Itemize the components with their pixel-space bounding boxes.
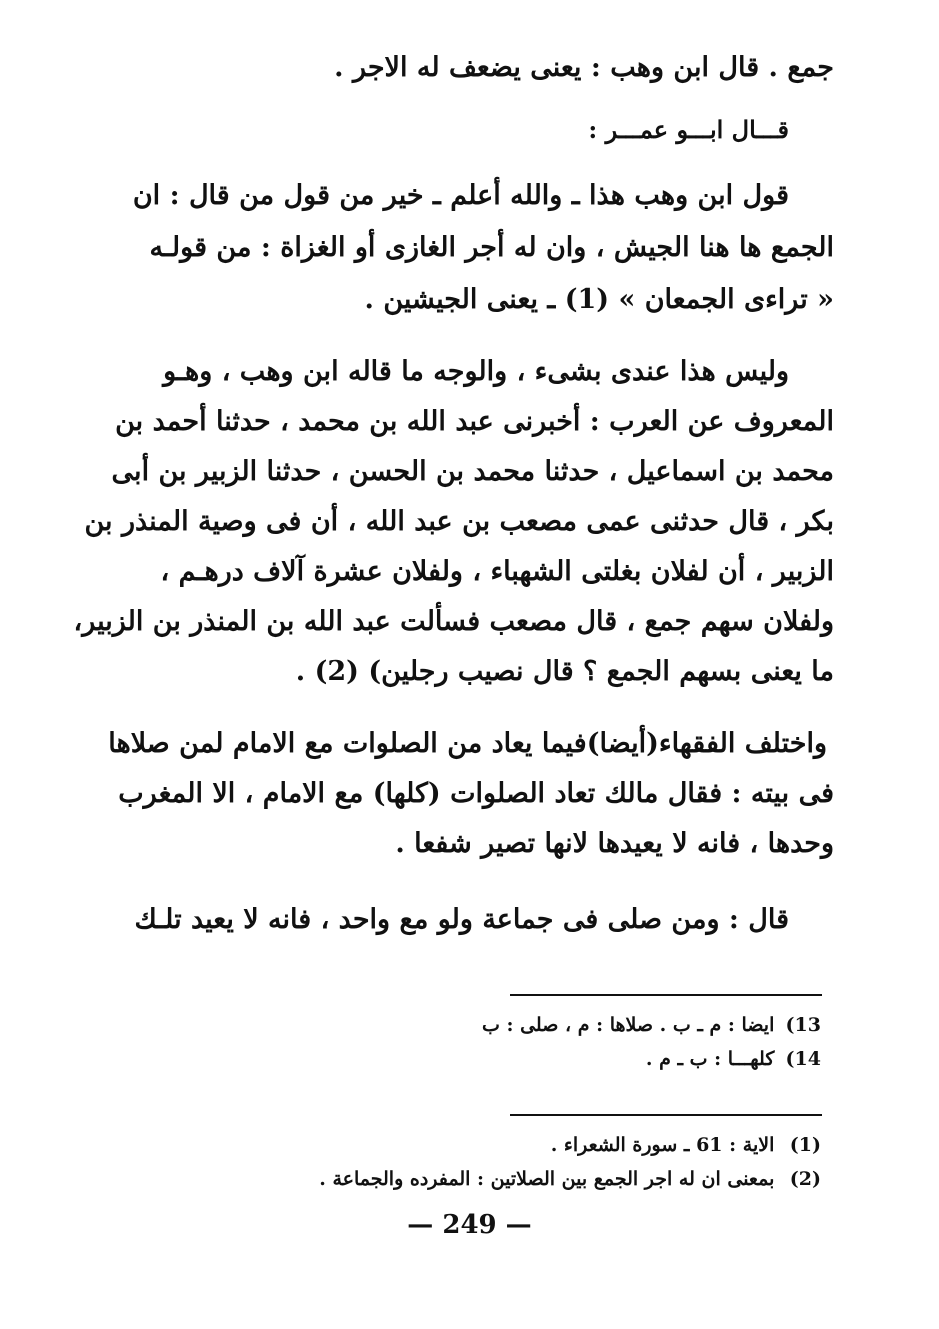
variant-note-text: ايضا : م ـ ب . صلاها : م ، صلى : ب bbox=[481, 1014, 775, 1036]
paragraph-3-line-2: فى بيته : فقال مالك تعاد الصلوات (كلها) مع الامام ، الا المغرب bbox=[118, 778, 834, 809]
paragraph-2-line-5: الزبير ، أن لفلان بغلتى الشهباء ، ولفلان عشرة آلاف درهـم ، bbox=[160, 556, 834, 587]
paragraph-3-line-1: واختلف الفقهاء(أيضا)فيما يعاد من الصلوات مع الامام لمن صلاها bbox=[108, 728, 827, 759]
paragraph-1-line-1: قول ابن وهب هذا ـ والله أعلم ـ خير من قول من قال : ان bbox=[132, 180, 789, 211]
footnote-2 bbox=[319, 1164, 821, 1194]
paragraph-4-line-1: قال : ومن صلى فى جماعة ولو مع واحد ، فانه لا يعيد تلـك bbox=[134, 904, 789, 935]
variant-note-text: كلهـــا : ب ـ م . bbox=[645, 1048, 775, 1070]
paragraph-2-line-2: المعروف عن العرب : أخبرنى عبد الله بن محمد ، حدثنا أحمد بن bbox=[115, 406, 834, 437]
variant-notes-divider bbox=[510, 994, 822, 996]
paragraph-2-line-3: محمد بن اسماعيل ، حدثنا محمد بن الحسن ، حدثنا الزبير بن أبى bbox=[111, 456, 834, 487]
variant-note-13 bbox=[482, 1010, 821, 1040]
variant-note-14 bbox=[646, 1044, 821, 1074]
footnote-number: (2) bbox=[789, 1168, 821, 1190]
paragraph-2-line-1: وليس هذا عندى بشىء ، والوجه ما قاله ابن وهب ، وهـو bbox=[163, 356, 789, 387]
text-line-continuation: جمع . قال ابن وهب : يعنى يضعف له الاجر . bbox=[334, 52, 834, 83]
paragraph-2-line-4: بكر ، قال حدثنى عمى مصعب بن عبد الله ، أن فى وصية المنذر بن bbox=[84, 506, 834, 537]
paragraph-2-line-7: ما يعنى بسهم الجمع ؟ قال نصيب رجلين) (2) . bbox=[295, 656, 834, 687]
paragraph-1-line-3: « تراءى الجمعان » (1) ـ يعنى الجيشين . bbox=[364, 284, 834, 315]
footnotes-divider bbox=[510, 1114, 822, 1116]
paragraph-1-line-2: الجمع ها هنا الجيش ، وان له أجر الغازى أو الغزاة : من قولـه bbox=[149, 232, 834, 263]
footnote-1 bbox=[551, 1130, 821, 1160]
section-heading: قـــال ابـــو عمـــر : bbox=[588, 115, 789, 144]
footnote-number: (1) bbox=[789, 1134, 821, 1156]
variant-note-number: 13) bbox=[785, 1014, 821, 1036]
page-number: — 249 — bbox=[407, 1210, 532, 1240]
paragraph-3-line-3: وحدها ، فانه لا يعيدها لانها تصير شفعا . bbox=[395, 828, 834, 859]
paragraph-2-line-6: ولفلان سهم جمع ، قال مصعب فسألت عبد الله بن المنذر بن الزبير، bbox=[73, 606, 834, 637]
footnote-text: بمعنى ان له اجر الجمع بين الصلاتين : المفرده والجماعة . bbox=[319, 1168, 775, 1190]
footnote-text: الاية : 61 ـ سورة الشعراء . bbox=[550, 1134, 775, 1156]
variant-note-number: 14) bbox=[785, 1048, 821, 1070]
